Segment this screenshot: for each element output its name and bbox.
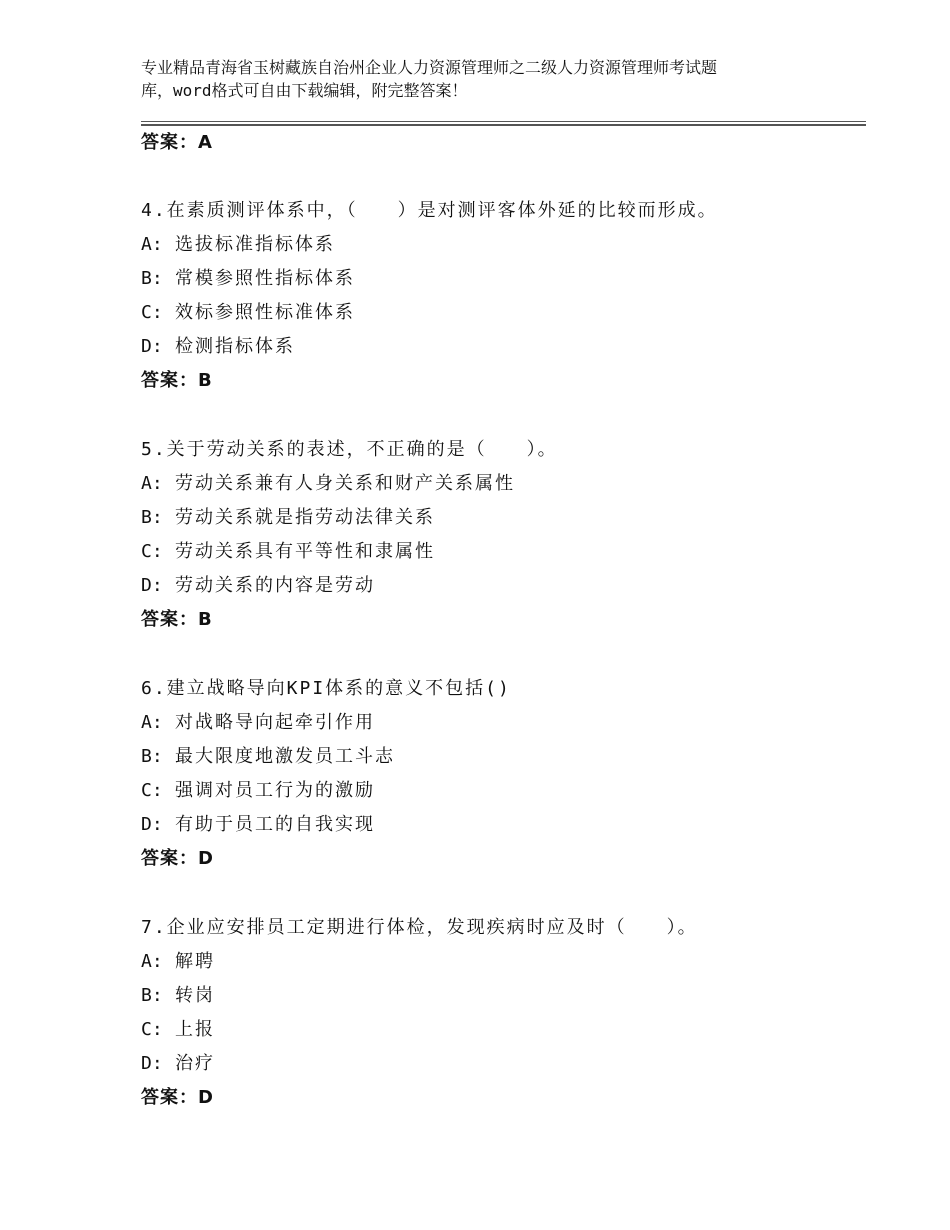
- option-a: [141, 472, 866, 496]
- answer-line: 答案：B: [141, 370, 213, 391]
- option-text: 劳动关系的内容是劳动: [175, 575, 375, 596]
- option-d: [141, 335, 866, 359]
- option-text: 选拔标准指标体系: [175, 234, 335, 255]
- page-header: [141, 56, 831, 102]
- option-key: B:: [141, 268, 163, 289]
- option-d: [141, 1052, 866, 1076]
- option-text: 最大限度地激发员工斗志: [175, 746, 395, 767]
- option-text: 劳动关系兼有人身关系和财产关系属性: [175, 473, 515, 494]
- option-key: A:: [141, 234, 163, 255]
- answer-line: 答案：B: [141, 609, 213, 630]
- header-title-line-1: 专业精品青海省玉树藏族自治州企业人力资源管理师之二级人力资源管理师考试题: [141, 58, 718, 77]
- option-text: 常模参照性指标体系: [175, 268, 355, 289]
- question-stem: 7.企业应安排员工定期进行体检，发现疾病时应及时（ ）。: [141, 917, 698, 938]
- option-a: [141, 233, 866, 257]
- option-text: 效标参照性标准体系: [175, 302, 355, 323]
- option-b: [141, 506, 866, 530]
- option-key: D:: [141, 1053, 163, 1074]
- option-text: 解聘: [175, 951, 215, 972]
- answer-line: 答案：D: [141, 848, 214, 869]
- option-text: 强调对员工行为的激励: [175, 780, 375, 801]
- option-key: D:: [141, 336, 163, 357]
- option-key: A:: [141, 951, 163, 972]
- option-key: B:: [141, 746, 163, 767]
- option-a: [141, 711, 866, 735]
- header-title-line-2: 库，word格式可自由下载编辑，附完整答案！: [141, 81, 468, 100]
- question-stem: 5.关于劳动关系的表述，不正确的是（ ）。: [141, 439, 558, 460]
- option-b: [141, 745, 866, 769]
- question-7: [141, 916, 866, 1110]
- question-4: [141, 199, 866, 393]
- option-a: [141, 950, 866, 974]
- question-6: [141, 677, 866, 871]
- option-key: D:: [141, 575, 163, 596]
- option-text: 劳动关系就是指劳动法律关系: [175, 507, 435, 528]
- option-b: [141, 267, 866, 291]
- option-text: 转岗: [175, 985, 215, 1006]
- option-text: 劳动关系具有平等性和隶属性: [175, 541, 435, 562]
- option-key: A:: [141, 473, 163, 494]
- question-stem: 6.建立战略导向KPI体系的意义不包括(): [141, 678, 511, 699]
- option-key: C:: [141, 541, 163, 562]
- option-b: [141, 984, 866, 1008]
- previous-question-answer: 答案：A: [141, 132, 213, 153]
- question-5: [141, 438, 866, 632]
- option-key: B:: [141, 985, 163, 1006]
- option-c: [141, 301, 866, 325]
- option-text: 上报: [175, 1019, 215, 1040]
- header-divider-thin: [141, 121, 866, 122]
- header-divider-thick: [141, 124, 866, 126]
- option-text: 对战略导向起牵引作用: [175, 712, 375, 733]
- option-c: [141, 1018, 866, 1042]
- option-key: C:: [141, 1019, 163, 1040]
- option-key: C:: [141, 780, 163, 801]
- option-text: 治疗: [175, 1053, 215, 1074]
- question-stem: 4.在素质测评体系中，（ ）是对测评客体外延的比较而形成。: [141, 200, 718, 221]
- option-key: D:: [141, 814, 163, 835]
- option-key: C:: [141, 302, 163, 323]
- option-key: B:: [141, 507, 163, 528]
- option-d: [141, 813, 866, 837]
- option-text: 检测指标体系: [175, 336, 295, 357]
- option-d: [141, 574, 866, 598]
- answer-line: 答案：D: [141, 1087, 214, 1108]
- option-text: 有助于员工的自我实现: [175, 814, 375, 835]
- option-c: [141, 779, 866, 803]
- option-key: A:: [141, 712, 163, 733]
- option-c: [141, 540, 866, 564]
